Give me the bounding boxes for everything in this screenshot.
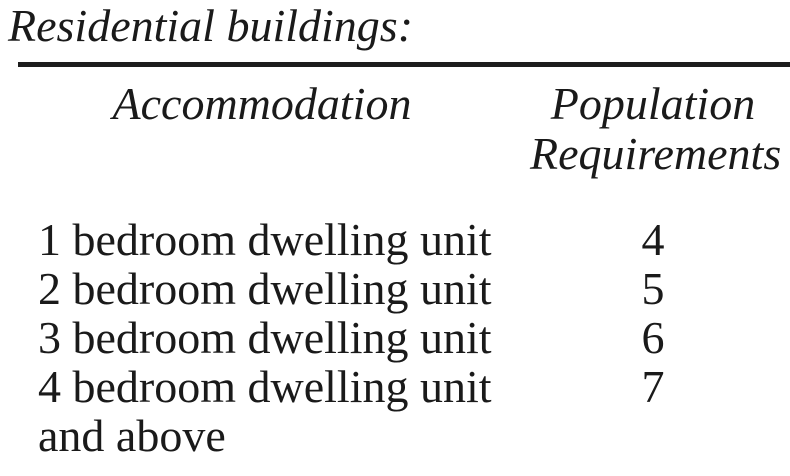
header-population-line2: Requirements (530, 128, 782, 179)
column-header-accommodation: Accommodation (112, 78, 412, 129)
row-1-population-value: 4 (641, 214, 665, 265)
table-body (38, 215, 776, 460)
row-4-accommodation (38, 362, 530, 460)
horizontal-rule (18, 62, 790, 67)
section-title: Residential buildings: (8, 0, 414, 51)
header-population-line1: Population (550, 78, 756, 129)
row-1-accommodation: 1 bedroom dwelling unit (38, 214, 492, 265)
row-4-population-value: 7 (641, 361, 665, 412)
row-3-population-value: 6 (641, 312, 665, 363)
row-3-accommodation: 3 bedroom dwelling unit (38, 312, 492, 363)
column-header-population-requirements (530, 78, 782, 179)
row-4-accommodation-line1: 4 bedroom dwelling unit (38, 361, 492, 412)
row-2-population-value: 5 (641, 263, 665, 314)
row-2-accommodation: 2 bedroom dwelling unit (38, 263, 492, 314)
row-4-accommodation-line2: and above (38, 410, 226, 461)
